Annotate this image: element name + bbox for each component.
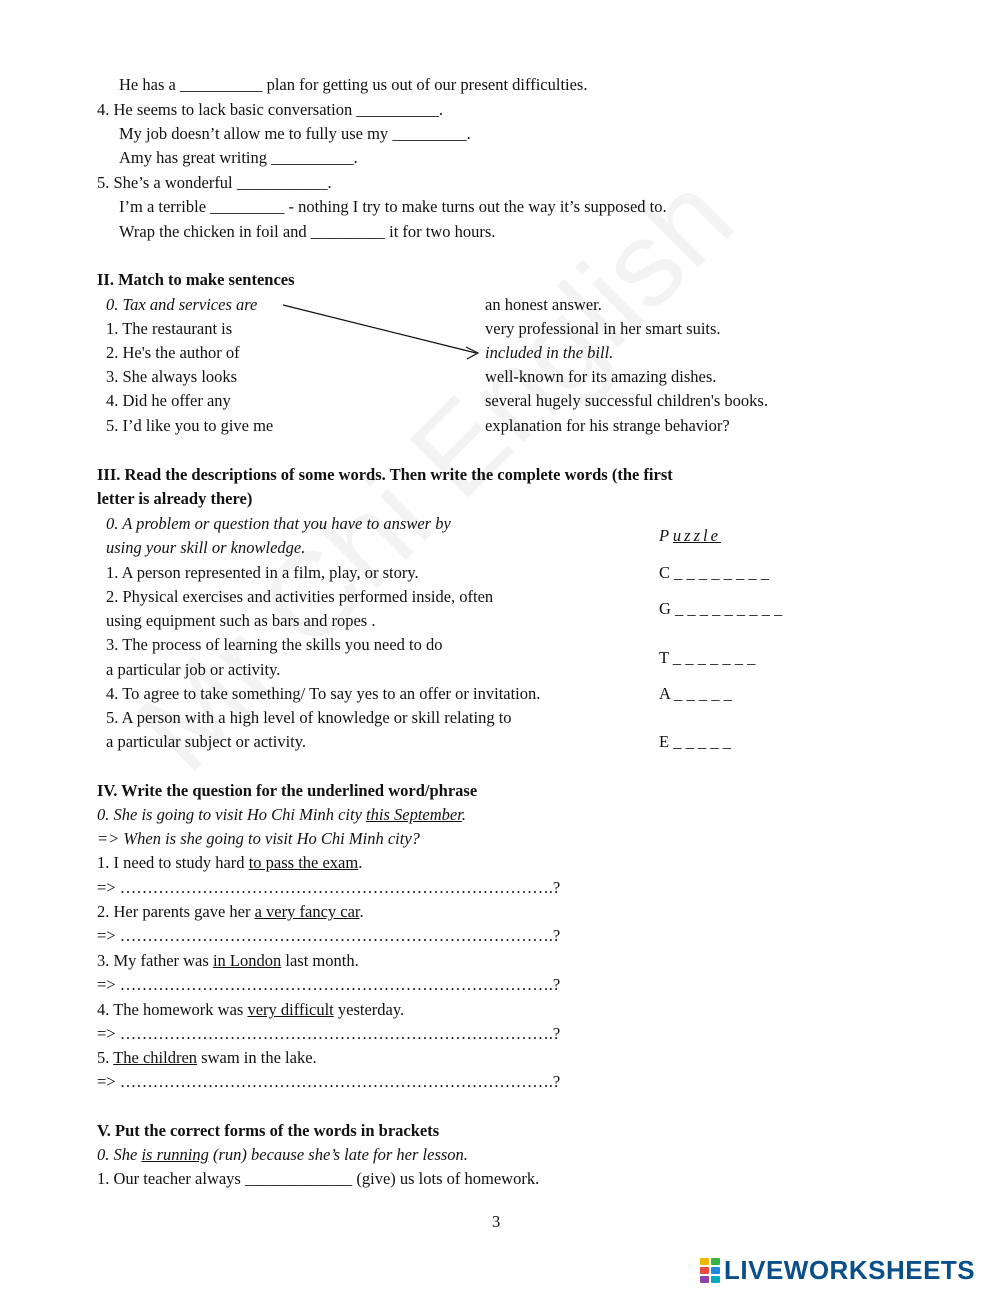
liveworksheets-logo: LIVEWORKSHEETS <box>700 1257 975 1283</box>
question-sentence: 5. The children swam in the lake. <box>97 1048 317 1067</box>
exercise-line: 5. She’s a wonderful ___________. <box>97 173 332 192</box>
match-right-item[interactable]: very professional in her smart suits. <box>485 319 721 338</box>
word-answer[interactable]: E _ _ _ _ _ <box>659 732 731 751</box>
description: a particular job or activity. <box>106 660 281 679</box>
match-left-item[interactable]: 1. The restaurant is <box>106 319 233 338</box>
answer-blank[interactable]: _____________ <box>244 1169 353 1188</box>
answer-blank[interactable]: ___________ <box>236 173 328 192</box>
description: 2. Physical exercises and activities performed inside, often <box>106 587 494 606</box>
exercise-line: 4. He seems to lack basic conversation __________. <box>97 100 443 119</box>
answer-blank[interactable]: __________ <box>356 100 439 119</box>
question-sentence: 2. Her parents gave her a very fancy car. <box>97 902 364 921</box>
section-title: II. Match to make sentences <box>97 270 295 289</box>
match-left-item[interactable]: 3. She always looks <box>106 367 238 386</box>
answer-input[interactable]: => …………………………………………………………………….? <box>97 1024 561 1043</box>
exercise-line: He has a __________ plan for getting us out of our present difficulties. <box>119 75 588 94</box>
section-title: III. Read the descriptions of some words. Then write the complete words (the first <box>97 465 673 484</box>
answer-input[interactable]: => …………………………………………………………………….? <box>97 878 561 897</box>
section-title: IV. Write the question for the underlined word/phrase <box>97 781 478 800</box>
example-sentence: 0. She is going to visit Ho Chi Minh city this September. <box>97 805 466 824</box>
match-left-item[interactable]: 4. Did he offer any <box>106 391 231 410</box>
description: a particular subject or activity. <box>106 732 307 751</box>
match-right-item[interactable]: several hugely successful children's books. <box>485 391 768 410</box>
answer-blank[interactable]: __________ <box>271 148 354 167</box>
answer-input[interactable]: => …………………………………………………………………….? <box>97 975 561 994</box>
match-right-item[interactable]: well-known for its amazing dishes. <box>485 367 717 386</box>
answer-input[interactable]: => …………………………………………………………………….? <box>97 926 561 945</box>
answer-blank[interactable]: __________ <box>179 75 263 94</box>
section-title: V. Put the correct forms of the words in brackets <box>97 1121 440 1140</box>
exercise-line: I’m a terrible _________ - nothing I try to make turns out the way it’s supposed to. <box>119 197 667 216</box>
match-left-item: 0. Tax and services are <box>106 295 258 314</box>
exercise-line: Amy has great writing __________. <box>119 148 358 167</box>
match-right-item[interactable]: explanation for his strange behavior? <box>485 416 730 435</box>
logo-icon <box>700 1258 720 1283</box>
match-left-item[interactable]: 2. He's the author of <box>106 343 240 362</box>
description: 4. To agree to take something/ To say yes to an offer or invitation. <box>106 684 541 703</box>
answer-blank[interactable]: _________ <box>310 222 386 241</box>
word-answer[interactable]: T _ _ _ _ _ _ _ <box>659 648 756 667</box>
description: using equipment such as bars and ropes . <box>106 611 376 630</box>
description: 5. A person with a high level of knowledge or skill relating to <box>106 708 512 727</box>
word-answer[interactable]: C _ _ _ _ _ _ _ _ <box>659 563 770 582</box>
description: 1. A person represented in a film, play, or story. <box>106 563 419 582</box>
answer-input[interactable]: => …………………………………………………………………….? <box>97 1072 561 1091</box>
match-left-item[interactable]: 5. I’d like you to give me <box>106 416 274 435</box>
question-sentence: 4. The homework was very difficult yesterday. <box>97 1000 405 1019</box>
description: 3. The process of learning the skills you need to do <box>106 635 443 654</box>
page-number: 3 <box>492 1212 501 1231</box>
exercise-line: Wrap the chicken in foil and _________ it for two hours. <box>119 222 496 241</box>
section-title: letter is already there) <box>97 489 253 508</box>
exercise-line: 1. Our teacher always _____________ (give) us lots of homework. <box>97 1169 540 1188</box>
description: using your skill or knowledge. <box>106 538 306 557</box>
exercise-line: My job doesn’t allow me to fully use my _________. <box>119 124 471 143</box>
answer-blank[interactable]: _________ <box>210 197 285 216</box>
question-sentence: 3. My father was in London last month. <box>97 951 359 970</box>
question-sentence: 1. I need to study hard to pass the exam. <box>97 853 363 872</box>
word-answer[interactable]: G _ _ _ _ _ _ _ _ _ <box>659 599 783 618</box>
match-right-item[interactable]: an honest answer. <box>485 295 602 314</box>
description: 0. A problem or question that you have to answer by <box>106 514 451 533</box>
word-answer[interactable]: A _ _ _ _ _ <box>659 684 732 703</box>
answer-blank[interactable]: _________ <box>392 124 467 143</box>
example-answer: => When is she going to visit Ho Chi Minh city? <box>97 829 420 848</box>
example-word: P uzzle <box>659 526 721 545</box>
match-right-item: included in the bill. <box>485 343 614 362</box>
example-sentence: 0. She is running (run) because she’s late for her lesson. <box>97 1145 468 1164</box>
